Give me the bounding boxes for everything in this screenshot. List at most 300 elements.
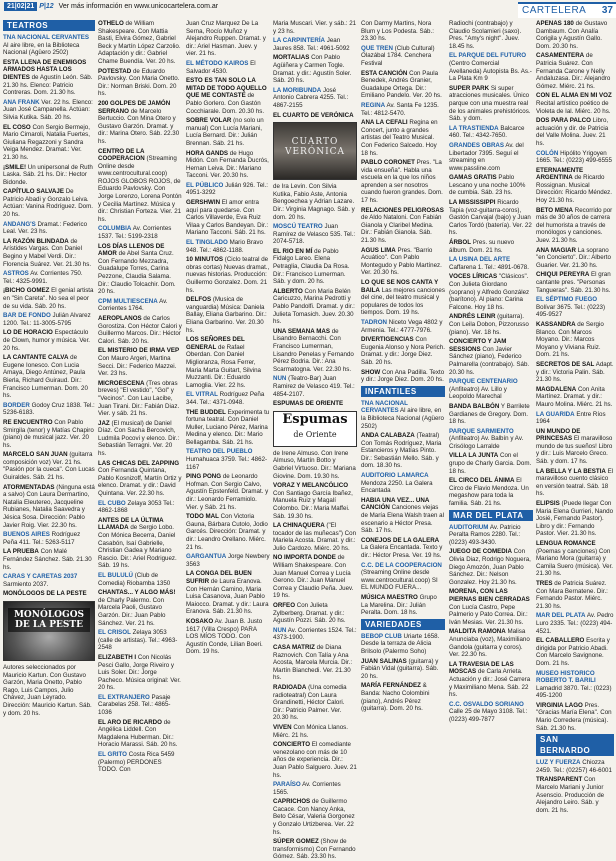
listing-entry: [273, 522, 357, 552]
listing-entry: [361, 432, 445, 470]
listing-entry: [536, 386, 614, 409]
listing-details: de Angélica Liddell. Con Magdalena Huberman. Dir.: Horacio Marassi. Sáb. 20 hs.: [98, 718, 178, 749]
listing-title: SECRETOS DE SAL: [536, 360, 595, 368]
listing-details: de Marcelo Bertuccio. Con Mina Otero y Gustavo Garzón. Dramat. y dir.: Marina Otero. Sáb. 22.30 hs.: [98, 107, 180, 145]
listing-entry: [361, 369, 445, 384]
listing-title: LA MORIBUNDA: [273, 86, 322, 94]
listing-entry: [186, 391, 270, 406]
listing-details: Juan Ramírez de Velasco 535. Tel.: 2074-5718.: [273, 223, 356, 246]
listing-entry: [361, 562, 445, 592]
listing-title: MORENA, CON LAS PIERNAS BIEN CERRADAS: [449, 588, 530, 603]
listing-entry: [449, 313, 533, 336]
listing-entry: [361, 497, 445, 535]
listing-entry: [273, 248, 357, 286]
listing-title: EL COSO: [3, 123, 31, 131]
listing-details: (Teatral) Con Tomás Rodríguez, Maria Estancieros y Matías Pinto. Dir.: Sebastián Mello. Sáb. y dom. 18.30 hs.: [361, 432, 442, 470]
listing-entry: [98, 380, 182, 418]
listing-details: Av. Corrientes 1764.: [98, 297, 168, 313]
listing-details: de Ricardo Rossignan. Musical Dirección: Ricardo Méndez. Hoy 21.30 hs.: [536, 174, 612, 205]
listing-entry: [186, 182, 270, 197]
listing-title: VIVEN: [273, 723, 292, 731]
listing-title: VILLA LA JUNTA: [449, 452, 499, 460]
listing-title: EL MÉTODO KAIROS: [186, 59, 249, 67]
newspaper-logo: P|12: [39, 3, 54, 10]
listing-entry: [3, 590, 95, 598]
listing-details: La soprano "en Concierto". Dir.: Alberto Guarier. Ver. 21.30 hs.: [536, 246, 611, 269]
listing-title: NUN: [273, 375, 287, 383]
listing-entry: [3, 59, 95, 97]
listing-details: Maria Muscari. Vier. y sáb.: 21 y 23 hs.: [273, 20, 357, 35]
monologos-poster: [3, 601, 95, 661]
listing-entry: [361, 207, 445, 245]
listing-entry: [536, 776, 614, 814]
listing-entry: [536, 271, 614, 294]
listing-entry: [273, 112, 357, 120]
listing-entry: [536, 500, 614, 538]
poster-caption: MONÓLOGOS DE LA PESTE: [8, 608, 90, 632]
listing-title: LENGUA ROMANCE: [536, 540, 596, 547]
listing-title: NO IMPORTA DONDE: [273, 554, 336, 562]
listing-details: Las mejores canciones del cine, del teatro musical y populares de todos los tiempos. Dom. 19 hs.: [361, 286, 445, 317]
listing-title: ATORMENTADAS: [3, 483, 55, 491]
listing-entry: [361, 472, 445, 495]
listing-entry: [98, 68, 182, 98]
listing-group: [3, 664, 95, 717]
listing-entry: [3, 402, 95, 417]
listing-entry: [536, 52, 614, 90]
listing-entry: [536, 428, 614, 466]
listing-group: [536, 759, 614, 814]
listing-title: MUSEO HISTORICO ROBERTO T. BARILI: [536, 669, 596, 685]
listing-details: Escrita y dirigida por Patricio Abadi. Con Marcelo Savignone. Dom. 21 hs.: [536, 637, 610, 667]
listing-details: Av. Corrientes 1537. Tel.: 5199-2318: [98, 225, 172, 241]
listing-title: EL BULULÚ: [98, 571, 133, 579]
listing-title: MARCELO SAN JUAN: [3, 451, 68, 459]
listing-title: LO QUE SE NOS CANTA Y BAILA: [361, 279, 439, 294]
listing-details: Av. Santa Fe 1235. Tel.: 4812-5470.: [361, 101, 439, 117]
listing-details: Mendoza 2250. La Galera Encantada: [361, 479, 433, 495]
listing-entry: [449, 628, 533, 658]
listing-details: (guitarra). Con Leila Dobon, Pizzorusso (piano). Ver. 18 hs.: [449, 313, 529, 336]
listing-details: Con Nicolás Pesci Gallo, Jorge Riveiro y Luis Soler. Dir.: Jorge Pacheco. Música original: Ver. 20 hs.: [98, 653, 181, 692]
listing-title: LA PRUEBA: [3, 548, 39, 556]
listing-entry: [98, 572, 182, 587]
espumas-de-oriente-poster: [273, 411, 357, 447]
listing-title: COLUMBIA: [98, 225, 132, 233]
header-date: 21|02|21: [4, 2, 37, 11]
listing-entry: [186, 256, 270, 294]
listing-title: ÁRBOL: [449, 239, 471, 247]
listing-group: [536, 20, 614, 732]
listing-title: BORDER: [3, 401, 30, 409]
listing-title: EL RIO EN MÍ: [273, 247, 313, 255]
listing-details: Al aire libre, en la Biblioteca Nacional (Agüero 2502): [361, 407, 444, 430]
listing-details: Pasaje Carabelas 258. Tel.: 4865-1036: [98, 693, 171, 717]
listing-entry: [361, 537, 445, 560]
listing-entry: [273, 375, 357, 398]
listing-entry: [449, 199, 533, 237]
listing-entry: [273, 328, 357, 374]
listing-title: EL TINGLADO: [186, 239, 228, 247]
listing-entry: [98, 315, 182, 345]
listing-details: (Centro Comercial Avellaneda) Autopista Bs. As.-La Plata Km 9: [449, 59, 532, 83]
listing-details: de Lisandro Bernacchi. Con Francisco Lumerman, Lisandro Penelas y Fernando Pérez Bodria. Dir.: Ana Scarmatogna. Ver. 22.30 hs.: [273, 327, 354, 373]
listing-details: de Abel Santa Cruz. Con Fernando Mezzadra, Guadalupe Torres, Carina Pezzone, Claudia Salama. Dir.: Claudio Tolcachir. Dom. 20 hs.: [98, 250, 176, 296]
listing-title: EL CABALLERO: [536, 637, 585, 645]
listing-title: EL CIRCO DEL ÁNIMA: [449, 477, 515, 485]
column-4: [273, 20, 357, 861]
listing-entry: [98, 654, 182, 692]
listing-details: Recorrido por más de 30 años de carrera del humorista a través de monólogos y canciones. Juev. 21.30 hs.: [536, 206, 613, 245]
listing-title: TNA NACIONAL CERVANTES: [3, 34, 90, 41]
listing-details: Ver. 22 hs. Elenco: Juan José Campanella. Actúan: Silvia Kutika. Sáb. 20 hs.: [3, 98, 93, 121]
listing-title: CONEJOS DE LA GALERA: [361, 536, 440, 544]
listing-entry: [273, 724, 357, 739]
listing-details: Con Julieta Zylberberg. Dramat. y dir.: Agustín Pozzi. Sáb. 20 hs.: [273, 602, 346, 625]
listing-entry: [449, 378, 533, 401]
listing-entry: [273, 183, 357, 221]
listing-title: LAS CHICAS DEL ZAPPING: [98, 459, 180, 467]
listing-entry: [361, 594, 445, 617]
listing-details: (Ciclo teatral de obras cortas) Nuevas dramat., nuevas historias. Producción: Guillermo Gonzalez. Dom. 21 hs.: [186, 256, 270, 294]
listing-title: 200 GOLPES DE JAMÓN SERRANO: [98, 99, 171, 115]
listing-details: Av. Juan B. Justo 1617 (Villa Crespo) PARA LOS MÍOS TODO. Con Agustín Conde, Lilian Boeri. Dom. 19 hs.: [186, 617, 263, 656]
listing-title: BANDA BALBÓN: [449, 402, 500, 410]
listing-title: ANDA CALABAZA: [361, 432, 415, 440]
listing-details: Malisa Anunciaba (voz), Maximiliano Gandola (guitarra y coros). Ver. 22.30 hs.: [449, 628, 530, 659]
listing-entry: [98, 500, 182, 515]
listing-entry: [536, 167, 614, 205]
header-left: [4, 3, 218, 10]
listing-title: MAR DEL PLATA: [536, 612, 586, 620]
listing-details: La Galera Encantada. Texto y dir.: Héctor Presa. Ver. 19 hs.: [361, 544, 443, 559]
listing-title: EL VITRAL: [186, 391, 218, 399]
listing-details: Con Malé Fernández Sánchez. Sáb. 21.30 hs.: [3, 548, 92, 571]
listing-group: [186, 20, 270, 656]
listing-entry: [273, 54, 357, 84]
listing-entry: [273, 741, 357, 779]
listing-details: de Charly Palermo. Con Marcela Paoli, Gustavo Garzón. Dir.: Juan Pablo Sánchez. Ver. 21 hs.: [98, 596, 166, 627]
listing-details: Con Mauro Argeri, Martina Secci. Dir.: Federico Mazzei. Ver. 23 hs.: [98, 354, 177, 378]
listing-entry: [361, 658, 445, 681]
listing-details: Si super atracciones musicales. Único parque con una muestra real de los animales prehistóricos. Sáb. y dom.: [449, 84, 531, 123]
listing-entry: [536, 361, 614, 384]
listing-entry: [536, 321, 614, 359]
listing-title: KASSANDRA: [536, 320, 576, 328]
listing-details: Pablo Lescano y una noche 100% de cumbia. Sáb. 23 hs.: [449, 174, 526, 197]
listing-title: PARAÍSO: [273, 781, 301, 789]
listing-details: (Anfiteatro) Av. Balbín y Av. Crisólogo Larralde: [449, 435, 524, 450]
listing-entry: [98, 719, 182, 749]
listing-title: QUE TREN: [361, 44, 393, 52]
listing-details: Canciones viejas de María Elena Walsh traen al escenario a Héctor Presa. Sáb. 17 hs.: [361, 504, 444, 535]
listing-title: CASAMENTERA: [536, 52, 585, 60]
listing-title: JAZ: [98, 419, 110, 427]
column-5: [361, 20, 445, 798]
listing-entry: [361, 159, 445, 205]
listing-title: LA BELLA Y LA BESTIA: [536, 467, 606, 475]
listing-title: EL MISTERIO DE IRMA VEP: [98, 347, 180, 355]
listing-details: Av. Corrientes 1524. Tel.: 4373-1900.: [273, 626, 357, 642]
listing-details: de Gustavo Dambaum. Con Analía Corigila y Agustín Gallo. Dom. 20.30 hs.: [536, 20, 608, 50]
listing-title: 10 MINUTOS: [186, 256, 224, 264]
listing-details: (no solo un manual) Con Lucía Mariani, Lucía Bernard. Dir.: Julián Brennan. Sáb. 21 hs.: [186, 117, 264, 147]
section-banner-san-bernardo: SAN BERNARDO: [536, 734, 614, 756]
listing-entry: [186, 409, 270, 447]
listing-title: OTHELO: [98, 20, 124, 27]
listing-entry: [273, 87, 357, 110]
listing-title: EL PARQUE DEL FUTURO: [449, 52, 527, 60]
listing-details: El Circo de Flavio Mendoza. Un megashow para toda la familia. Sáb. 21 hs.: [449, 477, 529, 508]
listing-title: EL ARO DE RICARDO: [98, 718, 162, 726]
listing-entry: [3, 451, 95, 481]
listing-entry: [186, 553, 270, 568]
listing-entry: [536, 207, 614, 245]
listing-details: (Club de Comedia) Riobamba 1350: [98, 571, 171, 587]
listing-details: Pres. "Gracias María Elena". Con Mario Correderа (música). Sáb. 21.30 hs.: [536, 701, 612, 732]
listing-entry: [273, 400, 357, 408]
listing-entry: [449, 256, 533, 271]
listing-title: LOS SEÑORES DEL GENERAL: [186, 336, 245, 351]
listing-title: MARÍA FERNÁNDEZ: [361, 682, 421, 690]
listing-entry: [536, 702, 614, 732]
listing-details: Con Mónica Llanos. Miérc. 21 hs.: [273, 723, 348, 739]
listing-details: Con Sergio Bermejo, Mario Cimaroli, Natalia Fuertes, Giuliana Regazzoni y Sandra Veiga Mendez. Dramat.: Ver. 21.30 hs.: [3, 123, 90, 161]
listing-entry: [361, 247, 445, 277]
listing-entry: [98, 751, 182, 774]
listing-title: LA USINA DEL ARTE: [449, 256, 511, 264]
listing-details: Godoy Cruz 1838. Tel.: 5236-6183.: [3, 401, 95, 417]
listing-details: de Diana Raznovich. Con Talía y Ana Acosta, Marcela Murcia. Dir.: Martín Bianchedi. Ver. 21.30 hs.: [273, 644, 353, 682]
listing-title: ANDRÉS LEINR: [449, 313, 496, 321]
listing-title: EL CUARTO DE VERÓNICA: [273, 111, 354, 119]
listing-title: HABIA UNA VEZ... UNA CANCIÓN: [361, 496, 430, 512]
section-tab: [518, 2, 616, 18]
listing-details: de Carlos Gorostiza. Con Héctor Calori y Guillermo Marcos. Dir.: Héctor Calori. Sáb. 20 hs.: [98, 314, 182, 345]
listing-details: de Hugo Midón. Con Fernanda Ducrós, Hernan Leiva. Dir.: Mariano Tacconi. Ver. 20.30 hs.: [186, 149, 269, 180]
listing-title: MAGDALENA: [536, 385, 577, 393]
listing-details: Uriarte 1658. Desde la terraza de Alicia Brilsolo (Palermo Soho): [361, 632, 440, 655]
listing-details: Pres. "La vida ensueña". Habla una escuela en la que los niños aprenden a ser nosotros cuando fueron grandes. Dom. 17 hs.: [361, 159, 443, 205]
listing-entry: [361, 45, 445, 68]
listing-details: Humahuaca 3759. Tel.: 4862-1167: [186, 456, 268, 471]
listing-details: (Una comedia radioteatral) Con Laura Grandinetti, Héctor Calori. Dir.: Patricio Palmer. Ver. 20.30 hs.: [273, 683, 347, 722]
listing-group: [449, 20, 533, 508]
listing-title: VORAZ Y MELANCÓLICO: [273, 482, 349, 490]
listing-title: GRANDES OBRAS: [449, 141, 505, 149]
listing-group: [273, 450, 357, 861]
listing-entry: [186, 60, 270, 75]
listing-title: ANA FRANK: [3, 98, 40, 106]
listing-entry: [361, 319, 445, 334]
listing-entry: [273, 223, 357, 246]
listing-title: LA CANTANTE CALVA: [3, 354, 69, 362]
listing-title: CARAS Y CARETAS 2037: [3, 573, 78, 581]
listing-title: ELIZABETH I: [98, 653, 137, 661]
listing-title: EL CUBO: [98, 499, 126, 507]
listing-details: El amor entra aquí para quedarse. Con Carlos Villaverde, Eva Ruiz Vilaa y Carlos Bandeyan. Dir.: Mariano Tacconi. Sáb. 21 hs.: [186, 199, 269, 237]
listing-entry: [536, 580, 614, 610]
listing-details: Con Darmy Martins, Nora Blum y Los Podesta. Sáb.: 23.30 hs.: [361, 20, 434, 43]
listing-details: José Antonio Cabrera 4255. Tel.: 4867-2155: [273, 86, 349, 109]
listing-details: Zelaya 3053 (calle de artistas). Tel.: 4963-2548: [98, 629, 178, 652]
listing-title: DELFOS: [186, 296, 212, 304]
listing-title: EL CRISOL: [98, 629, 131, 637]
listing-entry: [3, 354, 95, 400]
listing-entry: [186, 513, 270, 551]
listing-title: LUZ Y FUERZA: [536, 759, 581, 767]
listing-title: PARQUE CENTENARIO: [449, 378, 518, 386]
listing-details: Autores seleccionados por Mauricio Kartun. Con Gustavo Garzón, Maria Onetto, Pablo Rago, Luis Campos, Julio Chávez, Juan Leyrado. Dirección: Mauricio Kartun. Sáb. y dom. 20 hs.: [3, 663, 92, 717]
listing-entry: [449, 548, 533, 586]
listing-details: Jorge Newbery 3563: [186, 553, 270, 568]
section-banner-variedades: VARIEDADES: [361, 619, 445, 630]
listing-entry: [3, 419, 95, 449]
listing-entry: [449, 524, 533, 547]
listing-title: EL SÉPTIMO FUEGO: [536, 296, 598, 304]
listing-title: APENAS 180: [536, 20, 574, 27]
listing-title: TODO MAL: [186, 513, 219, 521]
listing-entry: [536, 92, 614, 115]
listing-details: (Tres obras breves) "El vestido", "Gol" y "Vecinos". Con Lau Lacibe, Juan Tirani. Dir.: Fabián Diaz. Vier. y sáb. 21 hs.: [98, 379, 180, 418]
listing-title: RELACIONES PELIGROSAS: [361, 206, 444, 214]
listing-title: JUEGO DE COMEDIA: [449, 548, 512, 556]
column-2: [98, 20, 182, 798]
listing-details: Con el grupo de Charly Garcia. Dom. 18 hs.: [449, 452, 532, 475]
listing-title: LA CARPINTERÍA: [273, 37, 326, 45]
listing-entry: [536, 117, 614, 147]
listing-details: Con Paula Benedek, Andrés Granier, Guadalupe Ortega. Dir.: Emiliano Pandelo. Ver. 20 hs.: [361, 69, 442, 100]
listing-details: El comediante venezolano con más de 10 años de experiencia. Dir.: Juan Pablo Salguero. Juev. 21 hs.: [273, 741, 357, 779]
listing-details: Con Victoria Gauna, Bárbara Cutolo, Jodio Garcés. Dirección: Dramat. y dir.: Leandro Orellano. Miérc. 21 hs.: [186, 513, 268, 551]
listing-entry: [361, 102, 445, 117]
listing-details: Regina en Concert, junto a grandes artistas del Teatro Musical. Con Federico Salcedo. Hoy 18 hs.: [361, 119, 438, 157]
listing-details: Con Santiago García Ibañez, Manuela Ruiz y Magalí Colombo. Dir.: Maria Maffei. Sáb. 19.30 hs.: [273, 489, 353, 520]
listing-entry: [449, 142, 533, 172]
listing-entry: [449, 701, 533, 724]
listing-title: SUPER PARK: [449, 84, 490, 92]
listing-entry: [98, 225, 182, 240]
listing-details: "Clásicos". Con Julieta Giordano (soprano) y Alfredo González (barítono). Al piano: Carina Falcone. Hoy 18 hs.: [449, 273, 530, 311]
listing-details: Julián 926. Tel.: 4951-3292: [186, 181, 268, 197]
listing-title: ¡BICHO GOMEZ: [3, 287, 50, 295]
listing-title: MONÓLOGOS DE LA PESTE: [3, 590, 87, 598]
listing-details: (Streaming Online desde www.centrocultural.coop) ROJOS GLOBOS ROJOS, de Eduardo Pavlovsky. Con Jorge Lorenzo, Lorena Pontón y Cecilia Martínez. Música y dir.: Christian Forteza. Vier. 21 hs.: [98, 155, 182, 223]
listing-title: UNA SEMANA MAS: [273, 327, 330, 335]
listing-entry: [449, 125, 533, 140]
listing-details: (Teatro-Bar) Juan Ramirez de Velasco 419. Tel.: 4854-2107.: [273, 375, 355, 398]
listing-entry: [3, 188, 95, 218]
listing-entry: [3, 238, 95, 268]
listing-entry: [98, 347, 182, 377]
listing-entry: [449, 588, 533, 626]
listing-group: [361, 400, 445, 617]
listing-title: PABLO CORONET: [361, 159, 415, 167]
listing-title: DIVERTIGENCIAS: [361, 336, 414, 344]
listing-group: [361, 20, 445, 384]
listing-title: CPM MULTIESCENA: [98, 297, 158, 305]
listing-entry: [98, 589, 182, 627]
page-number: 37: [601, 5, 613, 16]
listing-entry: [449, 174, 533, 197]
listing-entry: [186, 473, 270, 511]
listing-details: Rodríguez Peña 411. Tel.: 5263-5117: [3, 531, 81, 546]
listing-entry: [536, 468, 614, 498]
listing-title: LO DE HORACIO: [3, 329, 53, 337]
listing-entry: [3, 221, 95, 236]
listing-details: Libro, actuación y dir. de Patricia del Valle Molina. Juev. 21 hs.: [536, 117, 609, 147]
listing-title: CON EL ALMA EN MI VOZ: [536, 92, 612, 100]
listing-details: (Ninguna está a salvo) Con Laura Dermartino, Natalia Eleutereo, Jacqueline Rubianes, Natalia Saavedra y Jésica Sosa. Dirección: Pablo Javier Roig. Vier. 22.30 hs.: [3, 483, 95, 529]
listing-title: LA TRAVESIA DE LAS MOSCAS: [449, 660, 514, 676]
listing-entry: [186, 20, 270, 58]
listing-details: & Banda: Nacho Colombini (piano), Andrés Pérez (guitarra). Dom. 20 hs.: [361, 682, 430, 713]
listing-details: El maravilloso mundo de tus sueños! Libro y dir.: Luis Marcelo Greco. Sáb. y dom. 17 hs.: [536, 435, 613, 466]
listing-details: Jean Jaures 858. Tel.: 4961-5092: [273, 37, 350, 52]
listing-title: SHOW: [361, 368, 381, 376]
listing-details: (Poemas y canciones) Con Mariano Mora (guitarra) y Camila Suero (música). Ver. 21.30 hs.: [536, 547, 614, 578]
listing-entry: [98, 517, 182, 570]
listing-entry: [536, 637, 614, 667]
listing-entry: [273, 838, 357, 861]
listing-entry: [3, 287, 95, 310]
listing-details: de Guillermo Cacace. Con Nancy Anka, Beto César, Valeria Gorgonez y Gonzalo Urtizberea. Ver. 22 hs.: [273, 798, 355, 836]
listing-entry: [536, 247, 614, 270]
listing-title: MÚSICA MAESTRO: [361, 593, 418, 601]
listing-details: Balcarce 460. Tel.: 4342-7650.: [449, 124, 525, 140]
listing-title: KOSAKO: [186, 617, 214, 625]
listing-details: de William Shakespeare. Con Juan Manuel Correa y Lucía Gerono. Dir.: Juan Manuel Correa y Claudio Peña. Juev. 19 hs.: [273, 554, 354, 600]
listing-entry: [186, 239, 270, 254]
listing-entry: [98, 148, 182, 224]
listing-title: GAMAS GRATIS: [449, 174, 497, 182]
listing-title: AGUS LIMA: [361, 246, 396, 254]
listing-entry: [3, 164, 95, 187]
listing-entry: [361, 119, 445, 157]
listing-details: de Aldo Nataloni. Con Fabián Gianola y Claribel Medina. Dir.: Fabián Gianola. Sáb. 21.30 hs.: [361, 214, 442, 245]
listing-entry: [449, 403, 533, 426]
listing-title: MALDITA RAMONA: [449, 628, 506, 636]
listing-entry: [536, 296, 614, 319]
listing-title: LA CHINAQUERA: [273, 522, 325, 530]
listing-title: HORA GANDS: [186, 149, 229, 157]
listing-title: BAR DE FONDO: [3, 312, 51, 320]
cuarto-de-veronica-poster: [273, 122, 357, 180]
listing-details: Av. Corrientes 750. Tel.: 4325-9991.: [3, 270, 83, 285]
listing-entry: [273, 602, 357, 625]
listing-entry: [361, 336, 445, 366]
listing-title: ELIPSIS: [536, 500, 560, 508]
listing-entry: [361, 682, 445, 712]
listing-details: (Anfiteatro) Av. Lillo y Leopoldo Marechal: [449, 385, 507, 401]
listing-title: CAPÍTULO SALVAJE: [3, 188, 64, 196]
listing-title: THE BUDDEL: [186, 408, 226, 416]
listing-entry: [536, 612, 614, 635]
listing-details: (El musical) de Daniel Díaz. Con Sacha Bercovich, Ludmila Pocovi y elenco. Dir.: Sebastián Terragni. Ver. 20 hs.: [98, 419, 180, 458]
listing-entry: [98, 243, 182, 296]
listing-details: Chiozza 2459. Tel.: (02257) 46-6001: [536, 759, 612, 774]
listing-title: NUN: [273, 626, 287, 634]
listing-entry: [361, 20, 445, 43]
listing-entry: [449, 20, 533, 50]
column-3: [186, 20, 270, 798]
listing-details: de Sergio Lobo. Con Mónica Becerra, Daniel Casabón, Isaí Gabrielle, Christian Gadea y Mariano Rascio. Dir.: Ariel Rodriguez. Sáb. 19 hs.: [98, 524, 177, 570]
listing-entry: [3, 484, 95, 530]
listing-entry: [273, 781, 357, 796]
listing-details: Espectáculo de Clown, humor y música. Ver. 20 hs.: [3, 329, 91, 352]
listing-details: Y Barrilete Gardianes de Gregory. Dom. 18 hs.: [449, 402, 530, 426]
listing-entry: [273, 627, 357, 642]
